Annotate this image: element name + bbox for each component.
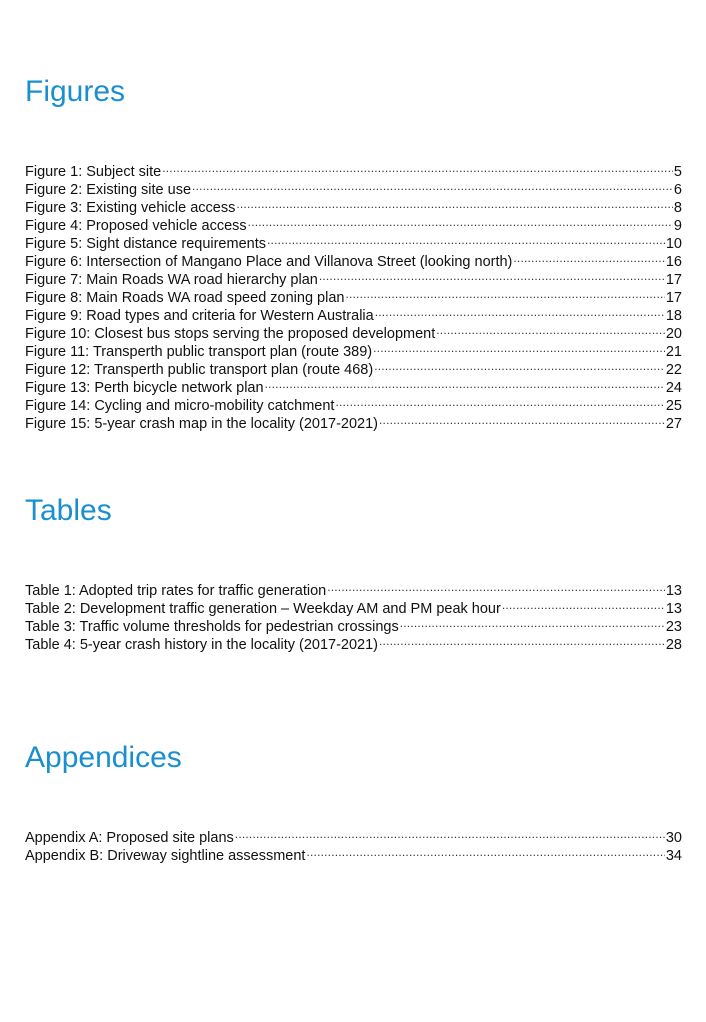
toc-dot-leader — [400, 613, 665, 631]
toc-entry-title: Figure 10: Closest bus stops serving the proposed development — [25, 326, 436, 342]
toc-entry-title: Table 1: Adopted trip rates for traffic generation — [25, 583, 327, 599]
toc-entry-title: Figure 14: Cycling and micro-mobility catchment — [25, 398, 335, 414]
appendices-toc-entry[interactable] — [25, 824, 682, 846]
tables-list — [25, 577, 682, 653]
toc-entry-page-number: 25 — [665, 398, 682, 414]
toc-entry-page-number: 27 — [665, 416, 682, 432]
toc-entry-page-number: 34 — [665, 848, 682, 864]
toc-entry-title: Figure 13: Perth bicycle network plan — [25, 380, 264, 396]
toc-entry-page-number: 6 — [673, 182, 682, 198]
toc-entry-page-number: 30 — [665, 830, 682, 846]
toc-entry-page-number: 13 — [665, 601, 682, 617]
toc-entry-title: Figure 15: 5-year crash map in the locality (2017-2021) — [25, 416, 379, 432]
figures-list — [25, 158, 682, 432]
toc-entry-title: Figure 11: Transperth public transport plan (route 389) — [25, 344, 373, 360]
toc-entry-title: Table 2: Development traffic generation – Weekday AM and PM peak hour — [25, 601, 501, 617]
toc-entry-page-number: 28 — [665, 637, 682, 653]
toc-entry-page-number: 10 — [665, 236, 682, 252]
toc-entry-title: Figure 3: Existing vehicle access — [25, 200, 236, 216]
toc-dot-leader — [236, 194, 673, 212]
toc-entry-title: Figure 12: Transperth public transport plan (route 468) — [25, 362, 374, 378]
toc-entry-page-number: 24 — [665, 380, 682, 396]
toc-entry-title: Figure 9: Road types and criteria for Western Australia — [25, 308, 374, 324]
toc-entry-title: Table 3: Traffic volume thresholds for pedestrian crossings — [25, 619, 399, 635]
toc-dot-leader — [327, 577, 665, 595]
toc-dot-leader — [379, 631, 665, 649]
tables-heading: Tables — [25, 494, 112, 527]
toc-entry-page-number: 23 — [665, 619, 682, 635]
toc-entry-page-number: 13 — [665, 583, 682, 599]
toc-dot-leader — [373, 338, 665, 356]
toc-dot-leader — [374, 356, 665, 374]
toc-entry-page-number: 9 — [673, 218, 682, 234]
toc-entry-title: Figure 1: Subject site — [25, 164, 162, 180]
toc-dot-leader — [345, 284, 664, 302]
appendices-heading: Appendices — [25, 741, 182, 774]
toc-entry-title: Appendix B: Driveway sightline assessment — [25, 848, 306, 864]
toc-entry-title: Table 4: 5-year crash history in the locality (2017-2021) — [25, 637, 379, 653]
toc-entry-title: Figure 6: Intersection of Mangano Place and Villanova Street (looking north) — [25, 254, 513, 270]
toc-dot-leader — [306, 842, 664, 860]
toc-entry-title: Figure 5: Sight distance requirements — [25, 236, 266, 252]
figures-heading: Figures — [25, 75, 126, 108]
toc-dot-leader — [335, 392, 664, 410]
toc-dot-leader — [265, 374, 665, 392]
toc-entry-page-number: 5 — [673, 164, 682, 180]
toc-entry-title: Figure 4: Proposed vehicle access — [25, 218, 247, 234]
tables-toc-entry[interactable] — [25, 577, 682, 599]
toc-entry-title: Figure 7: Main Roads WA road hierarchy plan — [25, 272, 318, 288]
toc-entry-page-number: 8 — [673, 200, 682, 216]
toc-entry-page-number: 16 — [665, 254, 682, 270]
appendices-list — [25, 824, 682, 864]
toc-entry-page-number: 18 — [665, 308, 682, 324]
toc-dot-leader — [375, 302, 665, 320]
toc-entry-title: Appendix A: Proposed site plans — [25, 830, 234, 846]
toc-dot-leader — [162, 158, 673, 176]
toc-dot-leader — [248, 212, 673, 230]
toc-dot-leader — [267, 230, 665, 248]
toc-dot-leader — [379, 410, 665, 428]
toc-dot-leader — [235, 824, 665, 842]
toc-entry-page-number: 21 — [665, 344, 682, 360]
toc-dot-leader — [513, 248, 664, 266]
toc-dot-leader — [436, 320, 665, 338]
toc-entry-page-number: 17 — [665, 290, 682, 306]
toc-entry-title: Figure 8: Main Roads WA road speed zoning plan — [25, 290, 345, 306]
toc-entry-page-number: 22 — [665, 362, 682, 378]
toc-entry-page-number: 17 — [665, 272, 682, 288]
toc-entry-page-number: 20 — [665, 326, 682, 342]
figures-toc-entry[interactable] — [25, 158, 682, 180]
toc-dot-leader — [502, 595, 665, 613]
toc-dot-leader — [319, 266, 665, 284]
toc-entry-title: Figure 2: Existing site use — [25, 182, 192, 198]
toc-dot-leader — [192, 176, 673, 194]
